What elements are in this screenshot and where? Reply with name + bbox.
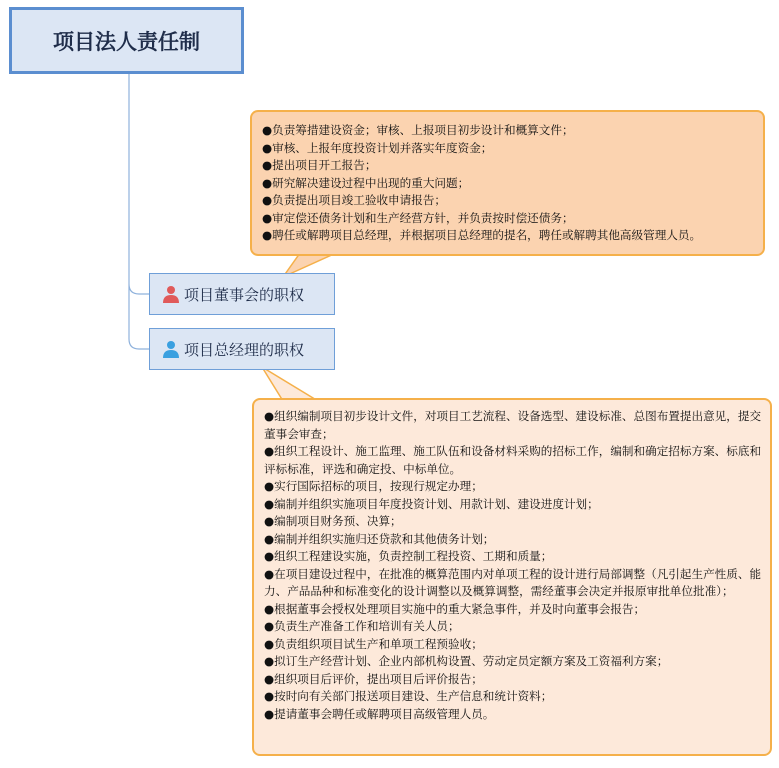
list-item: ●组织编制项目初步设计文件，对项目工艺流程、设备选型、建设标准、总图布置提出意见，提交董事会审查；	[264, 409, 762, 441]
list-item: ●提出项目开工报告；	[262, 158, 377, 172]
list-item: ●拟订生产经营计划、企业内部机构设置、劳动定员定额方案及工资福利方案；	[264, 654, 669, 668]
list-item: ●组织项目后评价，提出项目后评价报告；	[264, 671, 483, 686]
node-label: 项目总经理的职权	[184, 340, 305, 359]
connector-root-to-nodes	[129, 74, 149, 349]
callout-manager-powers	[252, 398, 772, 756]
root-title: 项目法人责任制	[53, 29, 200, 54]
node-board-powers[interactable]	[149, 273, 335, 315]
callout-board-powers	[250, 110, 765, 256]
list-item: ●负责筹措建设资金；审核、上报项目初步设计和概算文件；	[262, 123, 574, 137]
list-item: ●审核、上报年度投资计划并落实年度资金；	[262, 140, 493, 155]
list-item: ●编制项目财务预、决算；	[264, 514, 402, 528]
list-item: ●提请董事会聘任或解聘项目高级管理人员。	[264, 706, 495, 721]
root-topic[interactable]	[9, 7, 244, 74]
list-item: ●负责生产准备工作和培训有关人员；	[264, 619, 460, 633]
list-item: ●聘任或解聘项目总经理，并根据项目总经理的提名，聘任或解聘其他高级管理人员。	[262, 228, 702, 242]
list-item: ●负责组织项目试生产和单项工程预验收；	[264, 636, 483, 651]
list-item: ●在项目建设过程中，在批准的概算范围内对单项工程的设计进行局部调整（凡引起生产性质、能力、产品品种和标准变化的设计调整以及概算调整，需经董事会决定并报原审批单位批准）；	[264, 566, 762, 598]
node-manager-powers[interactable]	[149, 328, 335, 370]
list-item: ●组织工程建设实施，负责控制工程投资、工期和质量；	[264, 549, 553, 563]
callout-pointer-2	[262, 367, 318, 401]
person-blue-icon	[162, 340, 180, 358]
list-item: ●负责提出项目竣工验收申请报告；	[262, 193, 447, 207]
list-item: ●根据董事会授权处理项目实施中的重大紧急事件，并及时向董事会报告；	[264, 601, 646, 616]
list-item: ●编制并组织实施项目年度投资计划、用款计划、建设进度计划；	[264, 496, 599, 511]
list-item: ●编制并组织实施归还贷款和其他债务计划；	[264, 531, 495, 546]
list-item: ●实行国际招标的项目，按现行规定办理；	[264, 479, 483, 493]
list-item: ●审定偿还债务计划和生产经营方针，并负责按时偿还债务；	[262, 210, 574, 225]
list-item: ●研究解决建设过程中出现的重大问题；	[262, 175, 470, 190]
list-item: ●组织工程设计、施工监理、施工队伍和设备材料采购的招标工作，编制和确定招标方案、标底和评标标准，评选和确定投、中标单位。	[264, 444, 762, 476]
list-item: ●按时向有关部门报送项目建设、生产信息和统计资料；	[264, 689, 553, 703]
person-red-icon	[162, 285, 180, 303]
node-label: 项目董事会的职权	[184, 285, 305, 304]
